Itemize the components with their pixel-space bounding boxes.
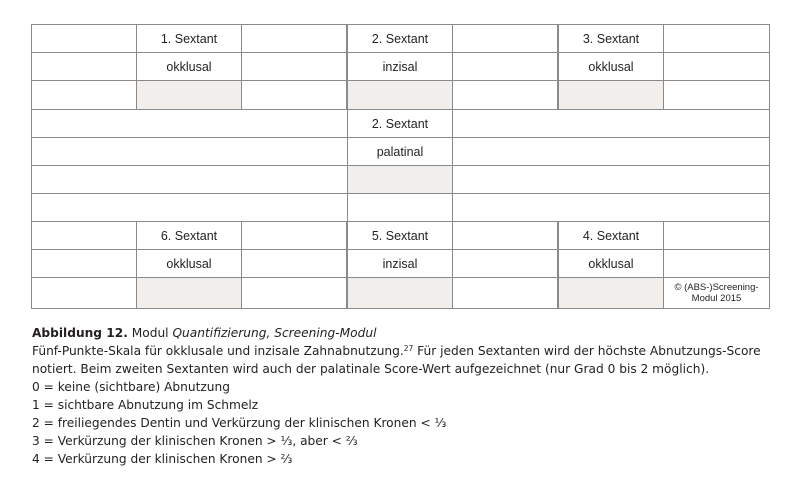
sextant-4-surface: okklusal bbox=[558, 249, 664, 278]
sextant-3-surface: okklusal bbox=[558, 52, 664, 81]
copyright-line-2: Modul 2015 bbox=[691, 293, 742, 304]
blank-span-right bbox=[452, 193, 770, 222]
sextant-2-surface: inzisal bbox=[347, 52, 453, 81]
sextant-4-score-cell[interactable] bbox=[558, 277, 664, 309]
sextant-5-surface: inzisal bbox=[347, 249, 453, 278]
figure-label: Abbildung 12. bbox=[32, 326, 128, 340]
sextant-1-score-cell[interactable] bbox=[136, 80, 242, 110]
blank-span-left bbox=[31, 109, 348, 138]
blank-span-left bbox=[31, 193, 348, 222]
blank-cell bbox=[663, 221, 770, 250]
grade-3: 3 = Verkürzung der klinischen Kronen > ⅓, aber < ⅔ bbox=[32, 434, 358, 448]
blank-cell bbox=[241, 24, 347, 53]
title-plain: Modul bbox=[131, 326, 169, 340]
blank-cell bbox=[241, 221, 347, 250]
blank-cell bbox=[241, 277, 347, 309]
sextant-2-score-cell[interactable] bbox=[347, 80, 453, 110]
blank-span-left bbox=[31, 137, 348, 166]
sextant-3-label: 3. Sextant bbox=[558, 24, 664, 53]
blank-cell bbox=[452, 80, 558, 110]
caption-line-2: notiert. Beim zweiten Sextanten wird auch der palatinale Score-Wert aufgezeichnet (nur Grad 0 bis 2 möglich). bbox=[32, 362, 710, 376]
blank-span-right bbox=[452, 109, 770, 138]
grade-0: 0 = keine (sichtbare) Abnutzung bbox=[32, 380, 230, 394]
sextant-score-table bbox=[31, 24, 770, 309]
sextant-2-label: 2. Sextant bbox=[347, 24, 453, 53]
blank-cell bbox=[241, 52, 347, 81]
sextant-2-palatinal-score-cell[interactable] bbox=[347, 165, 453, 194]
blank-cell bbox=[31, 80, 137, 110]
blank-cell bbox=[347, 193, 453, 222]
sextant-2-palatinal-label: 2. Sextant bbox=[347, 109, 453, 138]
sextant-4-label: 4. Sextant bbox=[558, 221, 664, 250]
caption-line-1: Fünf-Punkte-Skala für okklusale und inzisale Zahnabnutzung.$^{27}$ Für jeden Sextanten wird der höchste Abnutzungs-Score bbox=[32, 344, 761, 358]
blank-cell bbox=[663, 249, 770, 278]
blank-cell bbox=[241, 249, 347, 278]
blank-cell bbox=[663, 24, 770, 53]
sextant-5-label: 5. Sextant bbox=[347, 221, 453, 250]
blank-cell bbox=[663, 52, 770, 81]
blank-cell bbox=[31, 221, 137, 250]
blank-span-left bbox=[31, 165, 348, 194]
caption-title bbox=[32, 324, 772, 342]
grade-1: 1 = sichtbare Abnutzung im Schmelz bbox=[32, 398, 259, 412]
title-italic: Quantifizierung, Screening-Modul bbox=[172, 326, 377, 340]
sextant-2-palatinal-surface: palatinal bbox=[347, 137, 453, 166]
blank-cell bbox=[31, 249, 137, 278]
sextant-5-score-cell[interactable] bbox=[347, 277, 453, 309]
figure-caption bbox=[32, 324, 772, 468]
copyright-line-1: © (ABS-)Screening- bbox=[674, 282, 759, 293]
grade-2: 2 = freiliegendes Dentin und Verkürzung der klinischen Kronen < ⅓ bbox=[32, 416, 447, 430]
blank-cell bbox=[31, 52, 137, 81]
blank-cell bbox=[452, 277, 558, 309]
copyright-notice bbox=[663, 277, 770, 309]
blank-cell bbox=[31, 277, 137, 309]
footnote-ref[interactable]: 27 bbox=[403, 344, 414, 353]
blank-cell bbox=[452, 221, 558, 250]
blank-span-right bbox=[452, 165, 770, 194]
sextant-6-score-cell[interactable] bbox=[136, 277, 242, 309]
grade-4: 4 = Verkürzung der klinischen Kronen > ⅔ bbox=[32, 452, 293, 466]
blank-span-right bbox=[452, 137, 770, 166]
blank-cell bbox=[452, 249, 558, 278]
blank-cell bbox=[241, 80, 347, 110]
sextant-1-surface: okklusal bbox=[136, 52, 242, 81]
sextant-6-label: 6. Sextant bbox=[136, 221, 242, 250]
blank-cell bbox=[452, 52, 558, 81]
blank-cell bbox=[31, 24, 137, 53]
sextant-1-label: 1. Sextant bbox=[136, 24, 242, 53]
blank-cell bbox=[663, 80, 770, 110]
sextant-6-surface: okklusal bbox=[136, 249, 242, 278]
blank-cell bbox=[452, 24, 558, 53]
sextant-3-score-cell[interactable] bbox=[558, 80, 664, 110]
